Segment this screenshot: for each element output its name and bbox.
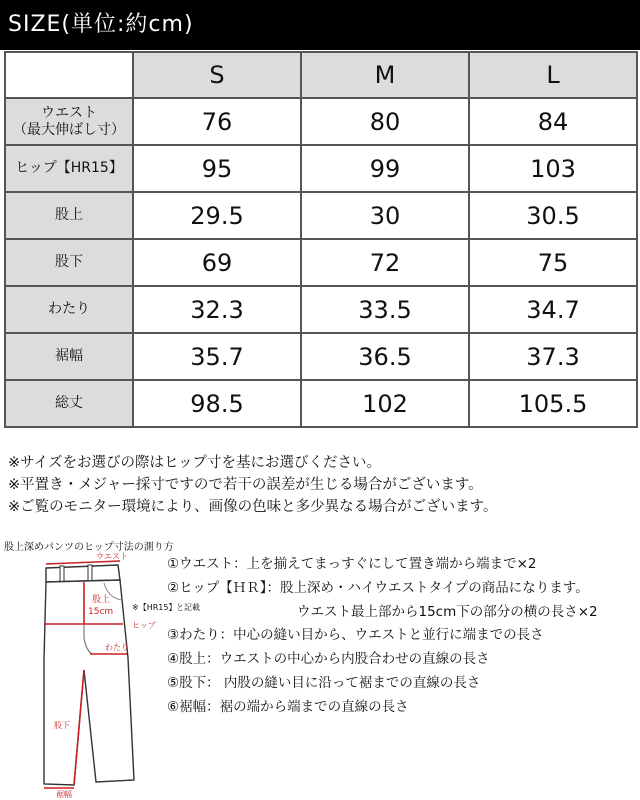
row-label-waist (5, 98, 133, 145)
table-row (5, 192, 637, 239)
table-row (5, 380, 637, 427)
label-rise: 股上 (92, 595, 111, 605)
table-row (5, 333, 637, 380)
explanation-line: ③わたり：中心の縫い目から、ウエストと並行に端までの長さ (167, 627, 544, 644)
label-hip: ヒップ (132, 621, 156, 630)
table-cell: 69 (133, 239, 301, 286)
table-row (5, 239, 637, 286)
pants-diagram (4, 550, 164, 798)
column-header-s: S (133, 52, 301, 98)
size-title: SIZE(単位:約cm) (8, 12, 194, 37)
size-table-header-row (5, 52, 637, 98)
label-waist: ウエスト (96, 552, 128, 561)
table-cell: 102 (301, 380, 469, 427)
label-watari: わたり (105, 643, 129, 652)
table-cell: 29.5 (133, 192, 301, 239)
note-line: ※サイズをお選びの際はヒップ寸を基にお選びください。 (8, 455, 382, 471)
table-cell: 80 (301, 98, 469, 145)
table-cell: 84 (469, 98, 637, 145)
table-cell: 99 (301, 145, 469, 192)
table-cell: 36.5 (301, 333, 469, 380)
label-inseam: 股下 (54, 721, 70, 730)
row-label-line: （最大伸ばし寸） (13, 121, 125, 138)
table-cell: 95 (133, 145, 301, 192)
hr15-note: ※【HR15】 (132, 603, 177, 612)
row-label-rise: 股上 (5, 192, 133, 239)
table-cell: 32.3 (133, 286, 301, 333)
diagram-title: 股上深めパンツのヒップ寸法の測り方 (4, 542, 174, 553)
belt-loop-shape (88, 565, 92, 581)
table-cell: 75 (469, 239, 637, 286)
table-cell: 76 (133, 98, 301, 145)
table-cell: 98.5 (133, 380, 301, 427)
measurement-explanations (167, 553, 598, 720)
table-cell: 30.5 (469, 192, 637, 239)
table-cell: 33.5 (301, 286, 469, 333)
explanation-line: ④股上：ウエストの中心から内股合わせの直線の長さ (167, 651, 490, 668)
label-rise-15cm: 15cm (88, 607, 114, 617)
size-header (0, 0, 640, 50)
row-label-hem: 裾幅 (5, 333, 133, 380)
waistband-shape (46, 565, 120, 582)
note-line: ※平置き・メジャー採寸ですので若干の誤差が生じる場合がございます。 (8, 477, 483, 493)
row-label-line: ウエスト (41, 104, 97, 121)
table-cell: 72 (301, 239, 469, 286)
table-cell: 35.7 (133, 333, 301, 380)
row-label-inseam: 股下 (5, 239, 133, 286)
explanation-line: ②ヒップ【ＨＲ】：股上深め・ハイウエストタイプの商品になります。 (167, 579, 589, 596)
explanation-line: ⑤股下： 内股の縫い目に沿って裾までの直線の長さ (167, 674, 481, 691)
record-note: と記載 (176, 603, 200, 612)
column-header-m: M (301, 52, 469, 98)
explanation-line: ①ウエスト：上を揃えてまっすぐにして置き端から端まで×2 (167, 556, 537, 572)
explanation-line: ウエスト最上部から15cm下の部分の横の長さ×2 (297, 603, 598, 620)
belt-loop-shape (60, 566, 64, 582)
table-cell: 30 (301, 192, 469, 239)
table-row (5, 286, 637, 333)
size-table (4, 51, 638, 428)
table-row (5, 145, 637, 192)
table-row (5, 98, 637, 145)
table-cell: 34.7 (469, 286, 637, 333)
table-corner-cell (5, 52, 133, 98)
row-label-watari: わたり (5, 286, 133, 333)
table-cell: 37.3 (469, 333, 637, 380)
notes (8, 452, 498, 518)
table-cell: 105.5 (469, 380, 637, 427)
row-label-length: 総丈 (5, 380, 133, 427)
note-line: ※ご覧のモニター環境により、画像の色味と多少異なる場合がございます。 (8, 499, 498, 515)
waist-measure-line (46, 561, 120, 564)
row-label-hip: ヒップ【HR15】 (5, 145, 133, 192)
column-header-l: L (469, 52, 637, 98)
label-hem: 裾幅 (56, 790, 72, 798)
explanation-line: ⑥裾幅：裾の端から端までの直線の長さ (167, 698, 409, 715)
table-cell: 103 (469, 145, 637, 192)
